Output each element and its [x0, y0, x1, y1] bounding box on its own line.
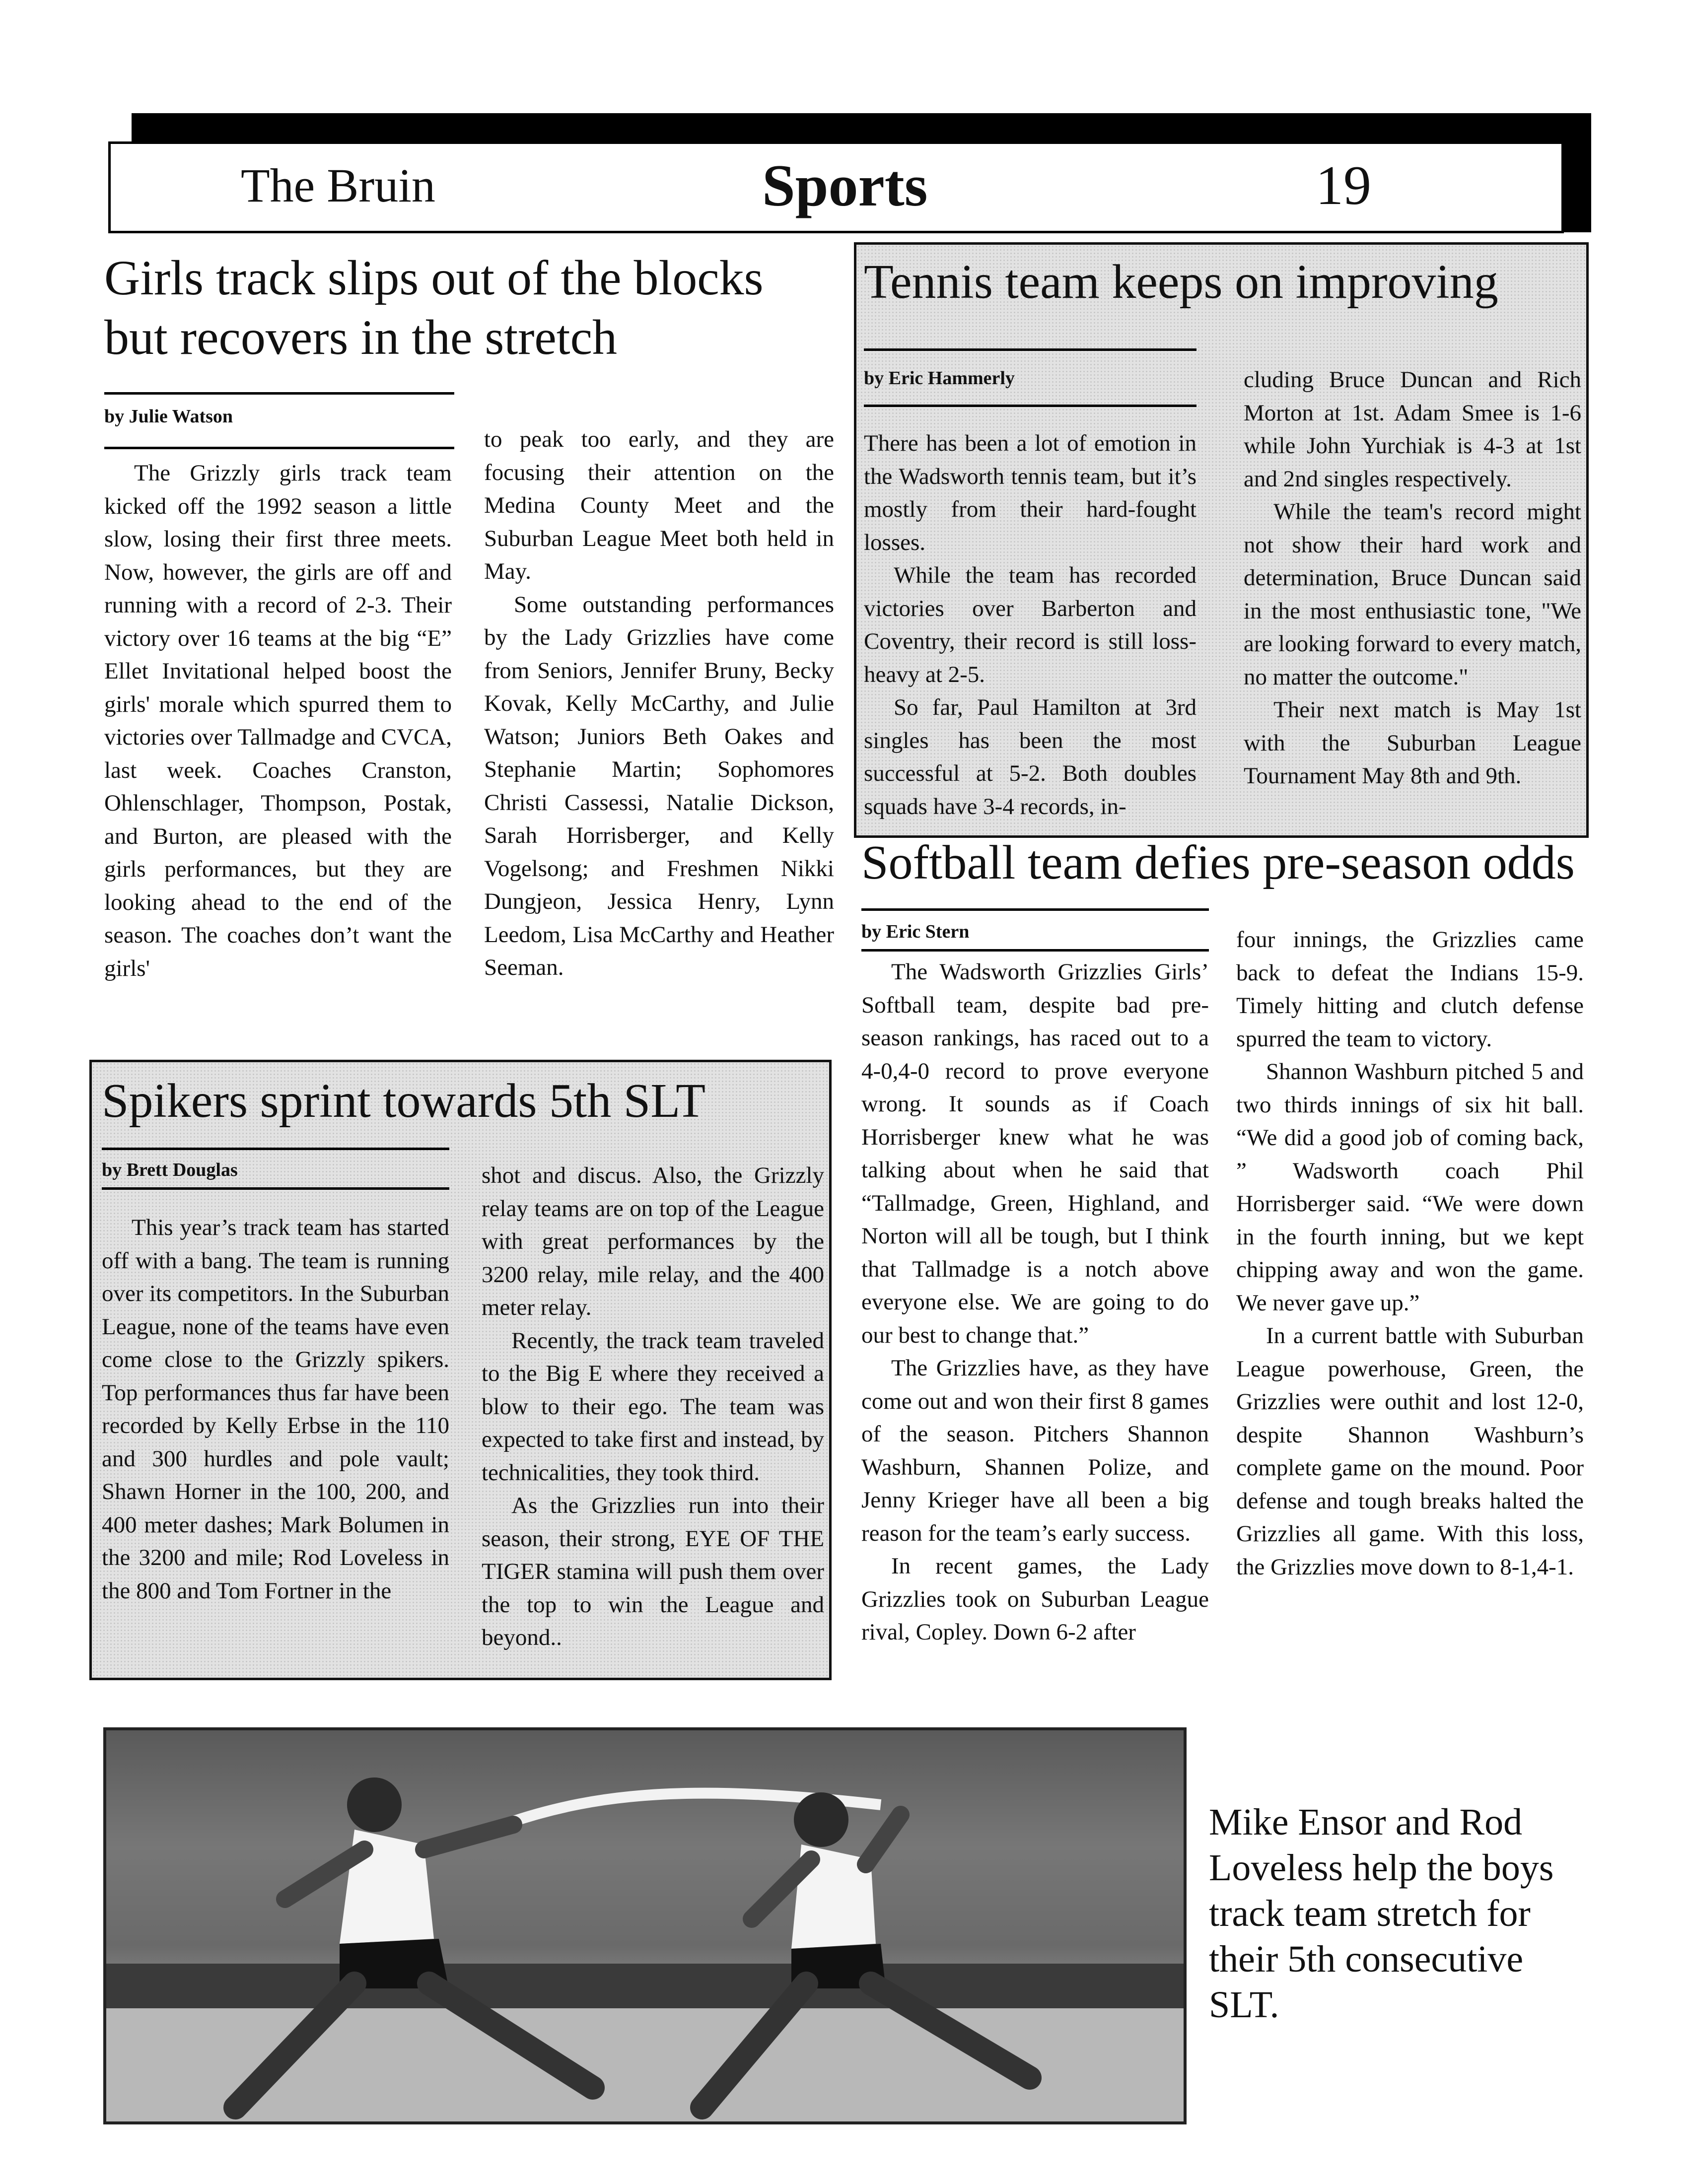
tennis-column-1: [864, 427, 1196, 823]
paragraph: Shannon Washburn pitched 5 and two thirds innings of six hit ball. “We did a good job of coming back, ” Wadsworth coach Phil Horrisberger said. “We were down in the fourth inning, but we kept chipping away and won the game. We never gave up.”: [1236, 1059, 1584, 1316]
softball-byline: by Eric Stern: [861, 921, 970, 942]
spikers-headline: Spikers sprint towards 5th SLT: [102, 1074, 705, 1128]
paragraph: Some outstanding performances by the Lady Grizzlies have come from Seniors, Jennifer Bruny, Becky Kovak, Kelly McCarthy, and Julie Watson; Juniors Beth Oakes and Stephanie Martin; Sophomores Christi Cassessi, Natalie Dickson, Sarah Horrisberger, and Kelly Vogelsong; and Freshmen Nikki Dungjeon, Jessica Henry, Lynn Leedom, Lisa McCarthy and Heather Seeman.: [484, 591, 834, 980]
track-column-2: [484, 423, 834, 984]
tennis-byline: by Eric Hammerly: [864, 368, 1015, 389]
paragraph: Recently, the track team traveled to the Big E where they received a blow to their ego. The team was expected to take first and instead, by technicalities, they took third.: [482, 1327, 824, 1486]
softball-column-2: [1236, 923, 1584, 1583]
section-title: Sports: [762, 152, 928, 218]
tennis-rule-bottom: [864, 405, 1196, 407]
paragraph: There has been a lot of emotion in the Wadsworth tennis team, but it’s mostly from their hard-fought losses.: [864, 430, 1196, 555]
paragraph: four innings, the Grizzlies came back to defeat the Indians 15-9. Timely hitting and clutch defense spurred the team to victory.: [1236, 927, 1584, 1052]
paragraph: So far, Paul Hamilton at 3rd singles has been the most successful at 5-2. Both doubles squads have 3-4 records, in-: [864, 694, 1196, 819]
paragraph: As the Grizzlies run into their season, their strong, EYE OF THE TIGER stamina will push them over the top to win the League and beyond..: [482, 1493, 824, 1650]
relay-runners-image: [106, 1730, 1184, 2121]
track-relay-photo: [103, 1727, 1187, 2124]
paragraph: While the team's record might not show their hard work and determination, Bruce Duncan said in the most enthusiastic tone, "We are looking forward to every match, no matter the outcome.": [1244, 499, 1581, 690]
header-side-bar: [1563, 113, 1591, 232]
paragraph: While the team has recorded victories over Barberton and Coventry, their record is still loss-heavy at 2-5.: [864, 562, 1196, 687]
tennis-rule-top: [864, 348, 1196, 351]
paragraph: This year’s track team has started off with a bang. The team is running over its competitors. In the Suburban League, none of the teams have even come close to the Grizzly spikers. Top performances thus far have been recorded by Kelly Erbse in the 110 and 300 hurdles and pole vault; Shawn Horner in the 100, 200, and 400 meter dashes; Mark Bolumen in the 3200 and mile; Rod Loveless in the 800 and Tom Fortner in the: [102, 1215, 449, 1604]
hurdle-rail: [106, 1964, 1184, 2008]
track-headline-line-1: Girls track slips out of the blocks: [104, 250, 764, 305]
paragraph: In a current battle with Suburban League powerhouse, Green, the Grizzlies were outhit and lost 12-0, despite Shannon Washburn’s complete game on the mound. Poor defense and tough breaks halted the Grizzlies all game. With this loss, the Grizzlies move down to 8-1,4-1.: [1236, 1323, 1584, 1580]
paragraph: cluding Bruce Duncan and Rich Morton at 1st. Adam Smee is 1-6 while John Yurchiak is 4-3 at 1st and 2nd singles respectively.: [1244, 367, 1581, 492]
paragraph: The Wadsworth Grizzlies Girls’ Softball team, despite bad pre-season rankings, has raced out to a 4-0,4-0 record to prove everyone wrong. It sounds as if Coach Horrisberger knew what he was talking about when he said that “Tallmadge, Green, Highland, and Norton will all be tough, but I think that Tallmadge is a notch above everyone else. We are going to do our best to change that.”: [861, 959, 1209, 1348]
paragraph: The Grizzly girls track team kicked off the 1992 season a little slow, losing their first three meets. Now, however, the girls are off and running with a record of 2-3. Their victory over 16 teams at the big “E” Ellet Invitational helped boost the girls' morale which spurred them to victories over Tallmadge and CVCA, last week. Coaches Cranston, Ohlenschlager, Thompson, Postak, and Burton, are pleased with the girls performances, but they are looking ahead to the end of the season. The coaches don’t want the girls': [104, 460, 452, 981]
runner-1-head: [347, 1777, 402, 1832]
spikers-rule-bottom: [102, 1187, 449, 1190]
photo-caption: Mike Ensor and Rod Loveless help the boys track team stretch for their 5th consecutive SLT.: [1209, 1801, 1554, 2026]
tennis-headline: Tennis team keeps on improving: [864, 255, 1498, 309]
paper-name: The Bruin: [241, 159, 435, 212]
paragraph: to peak too early, and they are focusing their attention on the Medina County Meet and the Suburban League Meet both held in May.: [484, 426, 834, 584]
softball-rule-top: [861, 908, 1209, 911]
spikers-column-2: [482, 1159, 824, 1654]
spikers-byline: by Brett Douglas: [102, 1160, 238, 1180]
page-number: 19: [1316, 155, 1371, 216]
paragraph: shot and discus. Also, the Grizzly relay teams are on top of the League with great performances by the 3200 relay, mile relay, and the 400 meter relay.: [482, 1162, 824, 1320]
paragraph: The Grizzlies have, as they have come out and won their first 8 games of the season. Pitchers Shannon Washburn, Shannen Polize, and Jenny Krieger have all been a big reason for the team’s early success.: [861, 1355, 1209, 1546]
track-rule-top: [104, 392, 454, 395]
track-rule-bottom: [104, 447, 454, 449]
header-top-bar: [132, 113, 1591, 142]
spikers-column-1: [102, 1211, 449, 1607]
track-headline-line-2: but recovers in the stretch: [104, 310, 617, 365]
softball-rule-bottom: [861, 949, 1209, 952]
track-byline: by Julie Watson: [104, 406, 233, 427]
tennis-column-2: [1244, 363, 1581, 793]
runner-2-head: [794, 1792, 848, 1847]
track-headline: [104, 248, 879, 367]
paragraph: In recent games, the Lady Grizzlies took on Suburban League rival, Copley. Down 6-2 after: [861, 1553, 1209, 1645]
softball-column-1: [861, 956, 1209, 1649]
softball-headline: Softball team defies pre-season odds: [861, 836, 1575, 889]
track-column-1: [104, 457, 452, 985]
paragraph: Their next match is May 1st with the Suburban League Tournament May 8th and 9th.: [1244, 697, 1581, 789]
spikers-rule-top: [102, 1148, 449, 1150]
